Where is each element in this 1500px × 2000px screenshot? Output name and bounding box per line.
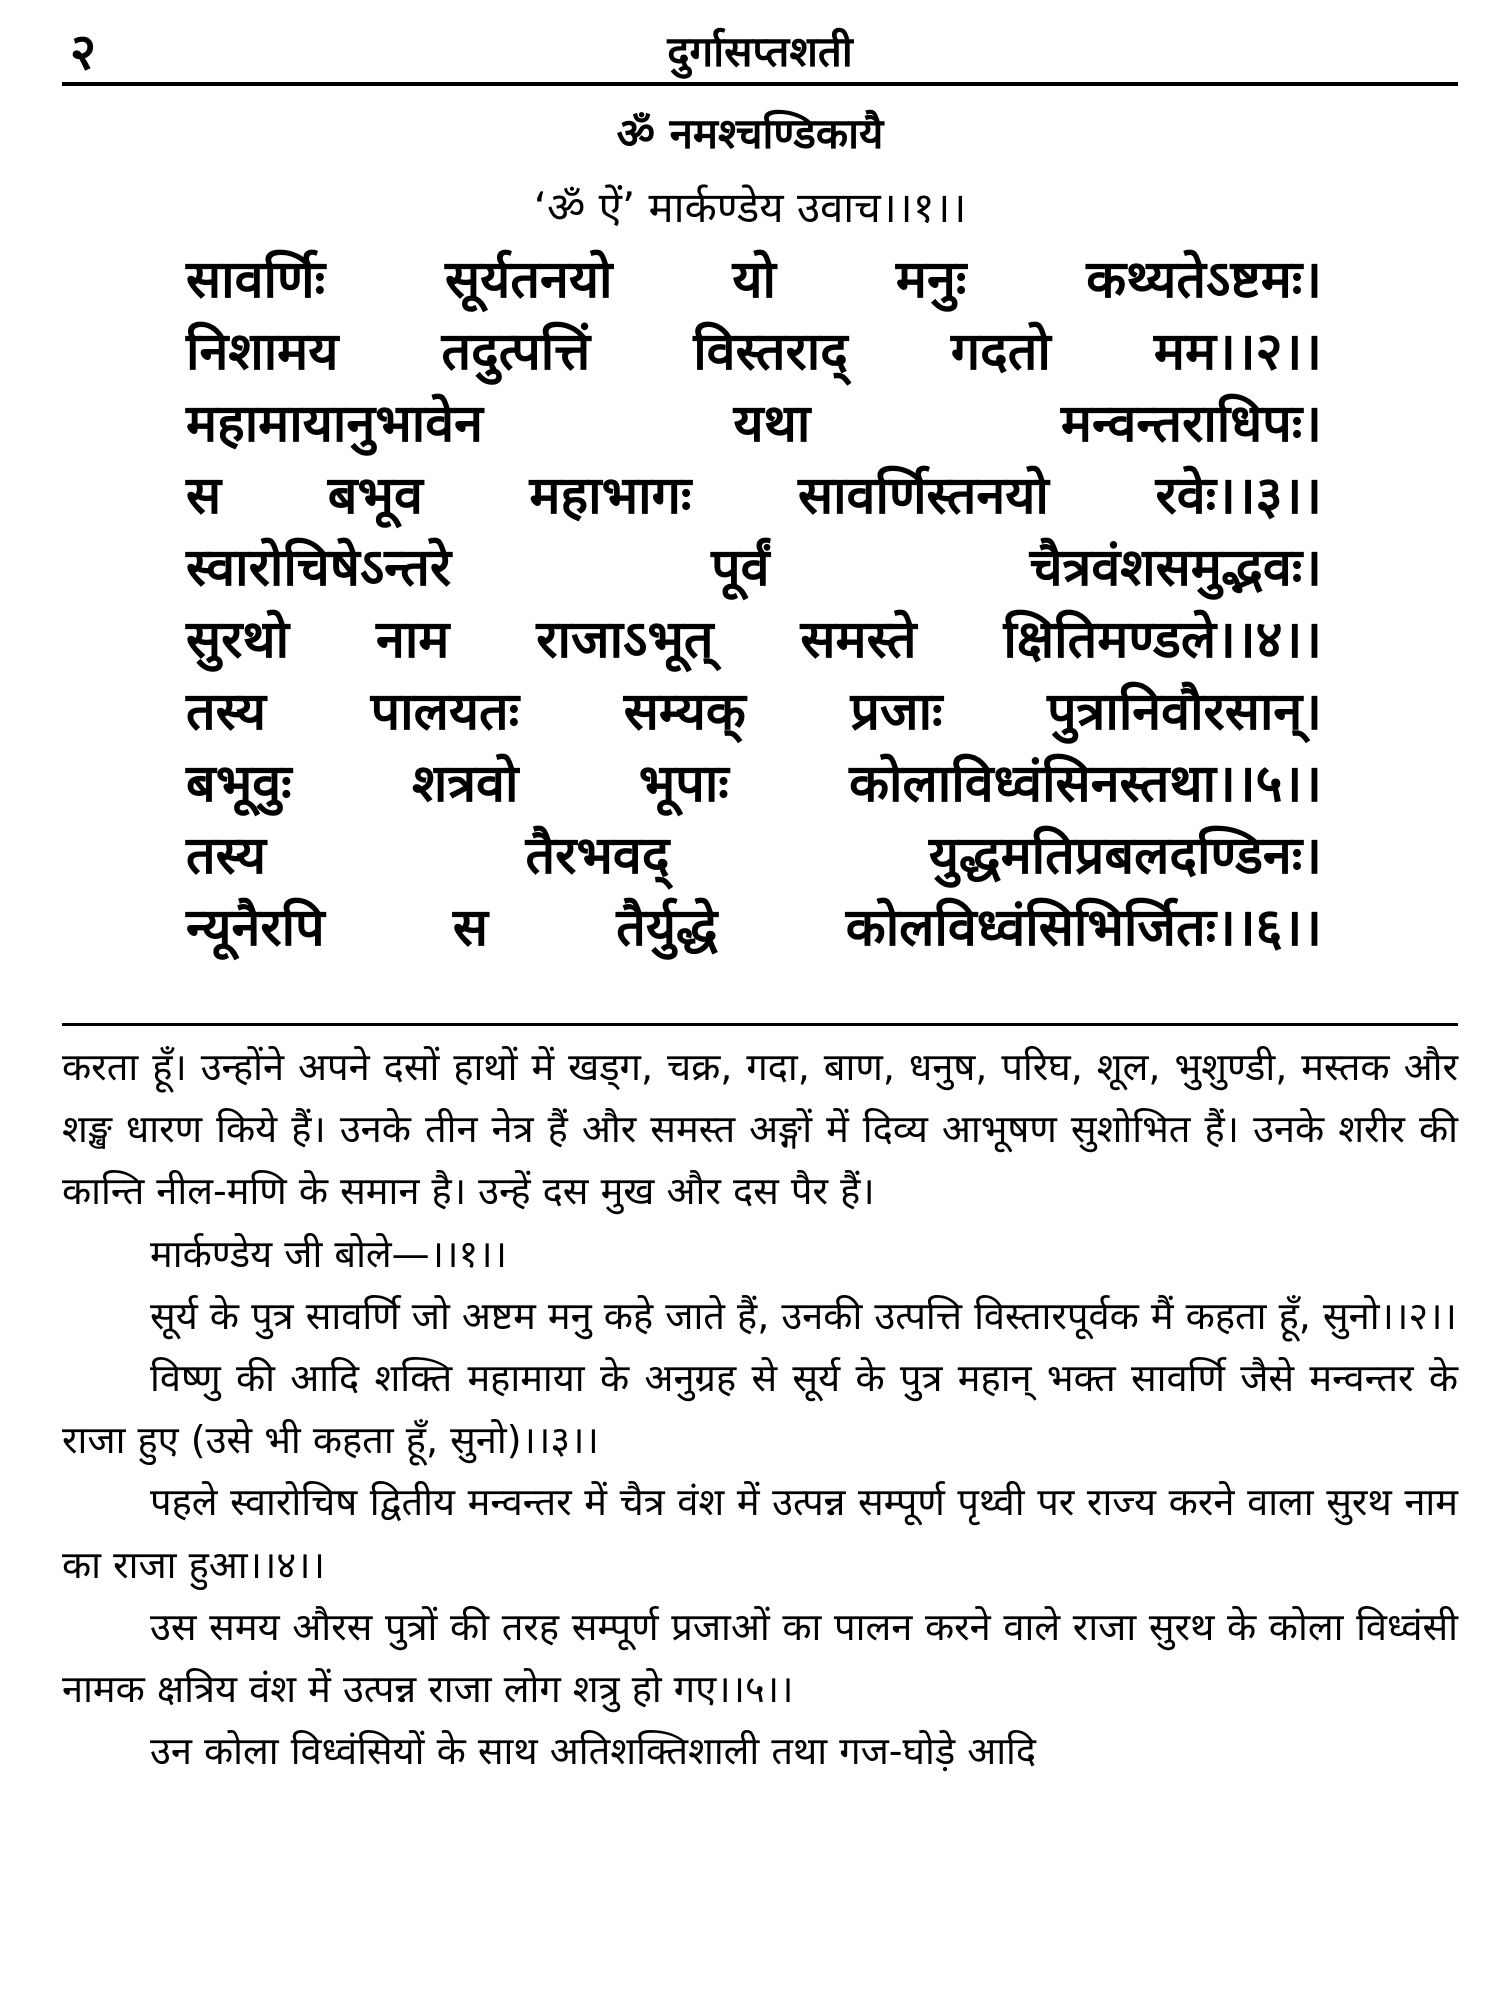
verse-block <box>186 244 1322 964</box>
verse-line: न्यूनैरपि स तैर्युद्धे कोलविध्वंसिभिर्जितः।।६।। <box>186 898 1322 958</box>
invocation-heading: ॐ नमश्चण्डिकायै <box>616 109 884 158</box>
header-rule <box>62 82 1458 86</box>
running-title: दुर्गासप्तशती <box>667 27 853 76</box>
verse-line: तस्य पालयतः सम्यक् प्रजाः पुत्रानिवौरसान्। <box>186 682 1322 742</box>
translation-paragraph: उस समय औरस पुत्रों की तरह सम्पूर्ण प्रजाओं का पालन करने वाले राजा सुरथ के कोला विध्वंसी नामक क्षत्रिय वंश में उत्पन्न राजा लोग शत्रु हो गए।।५।। <box>62 1604 1458 1712</box>
translation-paragraph: पहले स्वारोचिष द्वितीय मन्वन्तर में चैत्र वंश में उत्पन्न सम्पूर्ण पृथ्वी पर राज्य करने वाला सुरथ नाम का राजा हुआ।।४।। <box>62 1480 1458 1587</box>
translation-paragraph: सूर्य के पुत्र सावर्णि जो अष्टम मनु कहे जाते हैं, उनकी उत्पत्ति विस्तारपूर्वक मैं कहता हूँ, सुनो।।२।। <box>150 1293 1457 1338</box>
verse-line: सावर्णिः सूर्यतनयो यो मनुः कथ्यतेऽष्टमः। <box>186 250 1322 310</box>
section-divider <box>62 1023 1458 1026</box>
verse-line: स बभूव महाभागः सावर्णिस्तनयो रवेः।।३।। <box>186 466 1322 526</box>
verse-line: बभूवुः शत्रवो भूपाः कोलाविध्वंसिनस्तथा।।५।। <box>186 754 1322 814</box>
translation-paragraph: करता हूँ। उन्होंने अपने दसों हाथों में खड्ग, चक्र, गदा, बाण, धनुष, परिघ, शूल, भुशुण्डी, मस्तक और शङ्ख धारण किये हैं। उनके तीन नेत्र हैं और समस्त अङ्गों में दिव्य आभूषण सुशोभित हैं। उनके शरीर की कान्ति नील-मणि के समान है। उन्हें दस मुख और दस पैर हैं। <box>62 1045 1458 1214</box>
page-header <box>62 22 1458 82</box>
translation-paragraph: विष्णु की आदि शक्ति महामाया के अनुग्रह से सूर्य के पुत्र महान् भक्त सावर्णि जैसे मन्वन्तर के राजा हुए (उसे भी कहता हूँ, सुनो)।।३।। <box>62 1356 1458 1463</box>
verse-line: तस्य तैरभवद् युद्धमतिप्रबलदण्डिनः। <box>186 826 1322 886</box>
translation-paragraph: मार्कण्डेय जी बोले—।।१।। <box>150 1231 508 1276</box>
verse-line: महामायानुभावेन यथा मन्वन्तराधिपः। <box>186 394 1322 454</box>
verse-line: स्वारोचिषेऽन्तरे पूर्वं चैत्रवंशसमुद्भवः। <box>186 538 1322 598</box>
page-number: २ <box>70 23 96 81</box>
verse-line: निशामय तदुत्पत्तिं विस्तराद् गदतो मम।।२।। <box>186 322 1322 382</box>
speaker-line: ‘ॐ ऐं’ मार्कण्डेय उवाच।।१।। <box>533 183 967 232</box>
translation-paragraph: उन कोला विध्वंसियों के साथ अतिशक्तिशाली तथा गज-घोड़े आदि <box>150 1729 1037 1774</box>
translation-block <box>62 1036 1458 1782</box>
verse-line: सुरथो नाम राजाऽभूत् समस्ते क्षितिमण्डले।।४।। <box>186 610 1322 670</box>
